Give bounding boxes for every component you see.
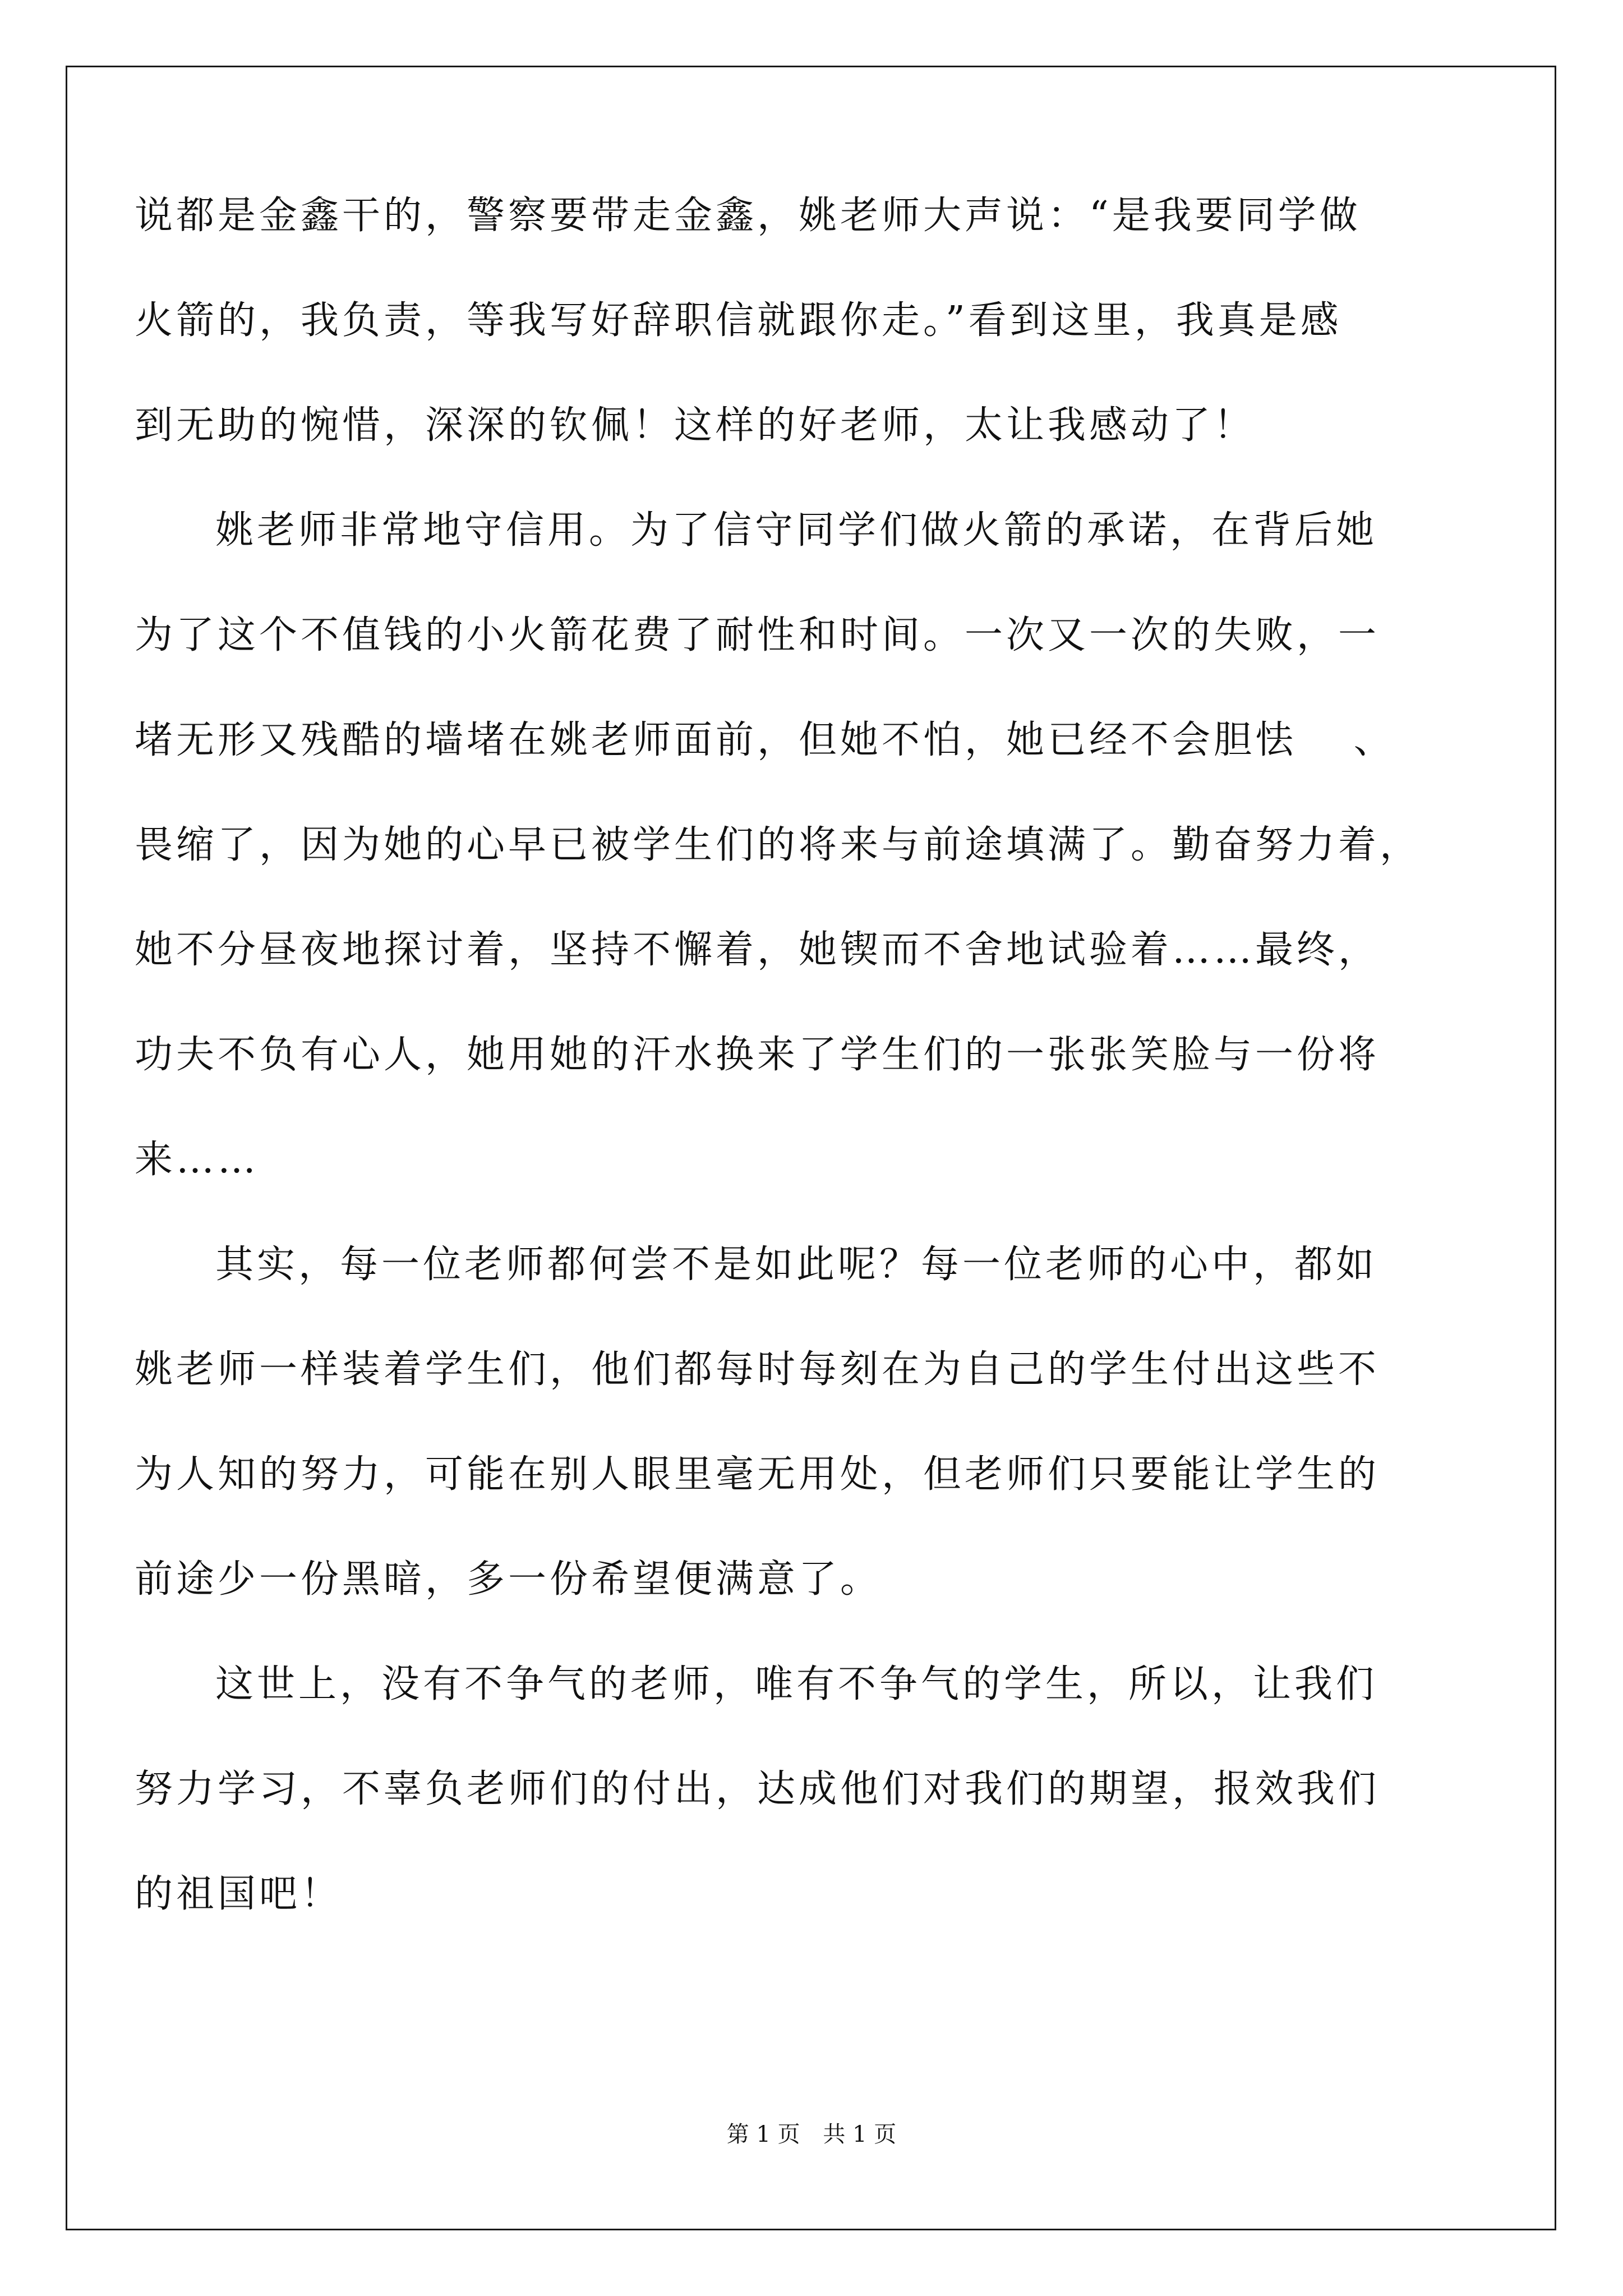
text-line: 为了这个不值钱的小火箭花费了耐性和时间。一次又一次的失败，一 [135, 613, 1380, 657]
page-total: 共 1 页 [823, 2122, 897, 2147]
text-line: 这世上，没有不争气的老师，唯有不争气的学生，所以，让我们 [215, 1662, 1378, 1706]
text-line: 说都是金鑫干的，警察要带走金鑫，姚老师大声说：“是我要同学做 [135, 194, 1361, 238]
text-line: 火箭的，我负责，等我写好辞职信就跟你走。”看到这里，我真是感 [135, 298, 1342, 343]
text-line: 堵无形又残酷的墙堵在姚老师面前，但她不怕，她已经不会胆怯 、 [135, 718, 1395, 762]
text-line: 其实，每一位老师都何尝不是如此呢？每一位老师的心中，都如 [215, 1243, 1378, 1287]
page-number: 第 1 页 [726, 2122, 800, 2147]
text-line: 功夫不负有心人，她用她的汗水换来了学生们的一张张笑脸与一份将 [135, 1033, 1380, 1077]
text-line: 她不分昼夜地探讨着，坚持不懈着，她锲而不舍地试验着……最终， [135, 928, 1380, 972]
text-line: 畏缩了，因为她的心早已被学生们的将来与前途填满了。勤奋努力着， [135, 823, 1422, 867]
text-line: 前途少一份黑暗，多一份希望便满意了。 [135, 1557, 882, 1602]
text-line: 来…… [135, 1138, 260, 1182]
text-line: 的祖国吧！ [135, 1872, 343, 1916]
text-line: 为人知的努力，可能在别人眼里毫无用处，但老师们只要能让学生的 [135, 1452, 1380, 1497]
text-line: 姚老师一样装着学生们，他们都每时每刻在为自己的学生付出这些不 [135, 1347, 1380, 1392]
text-line: 努力学习，不辜负老师们的付出，达成他们对我们的期望，报效我们 [135, 1767, 1380, 1811]
text-line: 姚老师非常地守信用。为了信守同学们做火箭的承诺，在背后她 [215, 508, 1378, 553]
page-footer [0, 2120, 1623, 2148]
text-line: 到无助的惋惜，深深的钦佩！这样的好老师，太让我感动了！ [135, 403, 1256, 448]
